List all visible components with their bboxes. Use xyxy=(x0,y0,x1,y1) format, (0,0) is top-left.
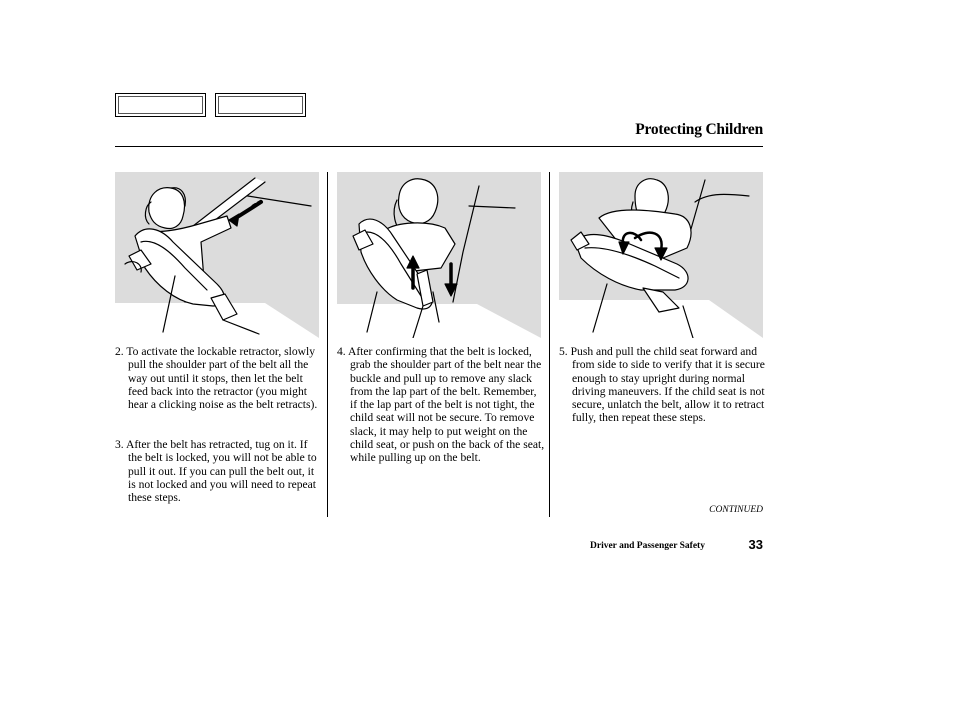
instruction-step-5: 5. Push and pull the child seat forward and from side to side to verify that it is secure enough to stay upright during normal driving maneuvers. If the child seat is not secure, unlatch the belt, allow it to retract fully, then repeat these steps. xyxy=(559,345,765,425)
nav-tab-button-1[interactable] xyxy=(115,93,206,117)
instruction-step-3: 3. After the belt has retracted, tug on it. If the belt is locked, you will not be able to pull it out. If you can pull the belt out, it is not locked and you will need to repeat these steps. xyxy=(115,438,317,505)
illustration-pull-belt xyxy=(115,172,319,338)
column-divider xyxy=(549,172,550,517)
instruction-step-4: 4. After confirming that the belt is locked, grab the shoulder part of the belt near the buckle and pull up to remove any slack from the lap part of the belt. Remember, if the lap part of the belt is not tight, the child seat will not be secure. To remove slack, it may help to put weight on the child seat, or push on the back of the seat, while pulling up on the belt. xyxy=(337,345,545,465)
footer-section-title: Driver and Passenger Safety xyxy=(590,541,705,551)
continued-label: CONTINUED xyxy=(709,505,763,515)
illustration-verify-seat xyxy=(559,172,763,338)
page-number: 33 xyxy=(748,537,763,552)
instruction-step-2: 2. To activate the lockable retractor, slowly pull the shoulder part of the belt all the way out until it stops, then let the belt feed back into the retractor (you might hear a clicking noise as the belt retracts). xyxy=(115,345,318,412)
illustration-remove-slack xyxy=(337,172,541,338)
column-divider xyxy=(327,172,328,517)
title-divider xyxy=(115,146,763,147)
page-title: Protecting Children xyxy=(635,121,763,138)
nav-tab-button-2[interactable] xyxy=(215,93,306,117)
